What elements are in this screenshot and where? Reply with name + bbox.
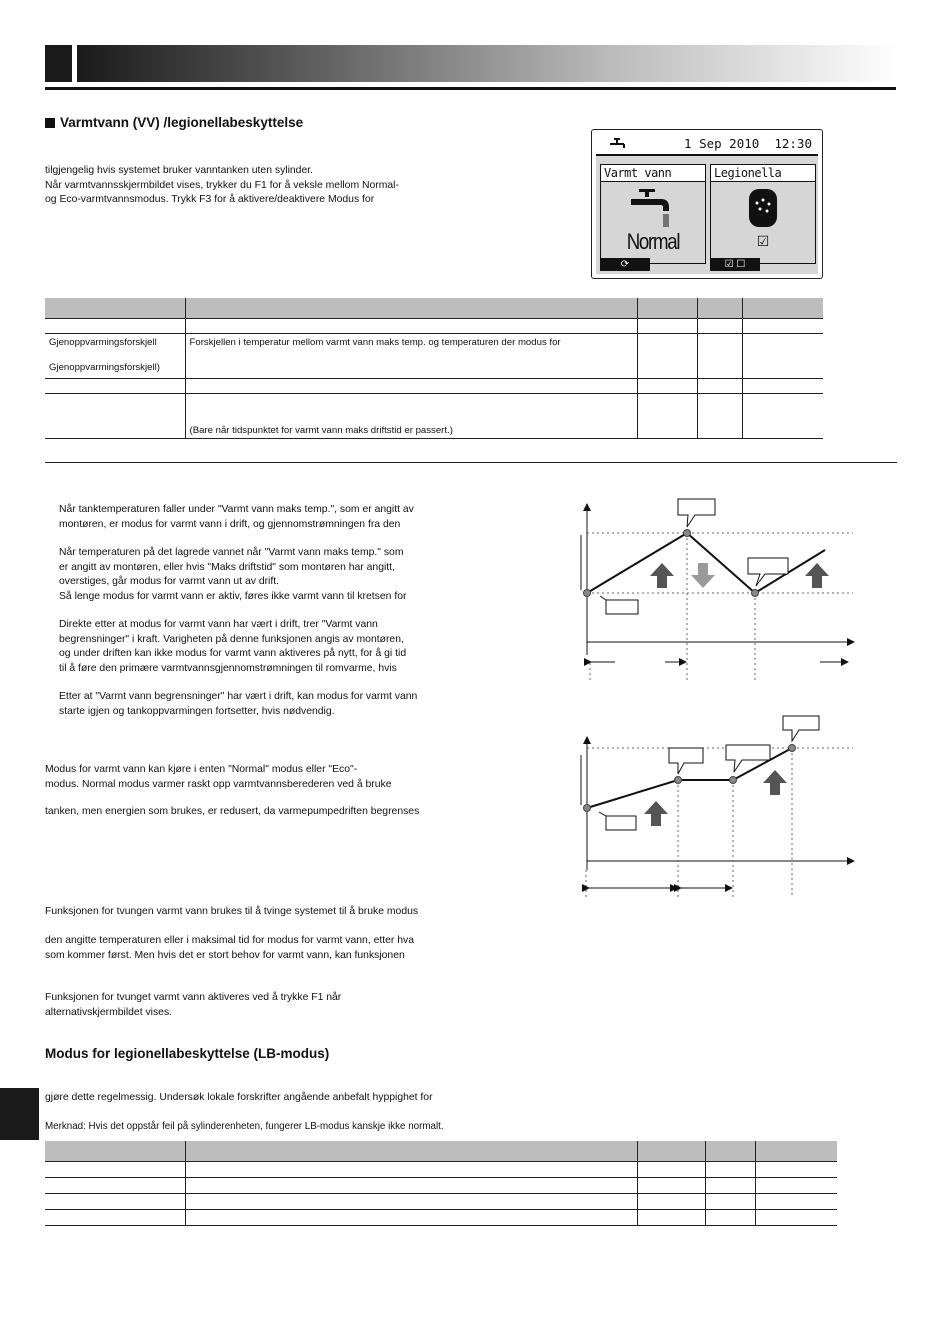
legionella-panel[interactable]: Legionella ☑	[710, 164, 816, 264]
arrow-up-icon	[644, 801, 668, 826]
settings-table-2	[45, 1141, 837, 1226]
paragraph-6: tanken, men energien som brukes, er redusert, da varmepumpedriften begrenses	[45, 806, 420, 817]
table-row	[45, 378, 823, 393]
paragraph-8: den angitte temperaturen eller i maksimal tid for modus for varmt vann, etter hva som kommer først. Men hvis det er stort behov for varmt vann, kan funksjonen	[45, 935, 415, 961]
table-row: Gjenoppvarmingsforskjell Gjenoppvarmingsforskjell) Forskjellen i temperatur mellom varmt vann maks temp. og temperaturen der modus for	[45, 333, 823, 378]
eco-mode-diagram	[570, 710, 860, 905]
table-header-row	[45, 1141, 837, 1161]
arrow-up-icon	[650, 563, 674, 588]
paragraph-3: Direkte etter at modus for varmt vann har vært i drift, trer "Varmt vann begrensninger" i kraft. Varigheten på denne funksjonen angis av montøren, og under driften kan ikke modus for varmt vann aktiveres på nytt, for å gi tid til å føre den primære varmtvannsgjennomstrømningen til romvarme, hvis	[59, 619, 407, 674]
table-row	[45, 1177, 837, 1193]
lb-note: Merknad: Hvis det oppstår feil på sylinderenheten, fungerer LB-modus kanskje ikke normalt.	[45, 1121, 444, 1132]
hot-water-panel[interactable]: Varmt vann Normal	[600, 164, 706, 264]
header-block	[45, 45, 72, 82]
tank-icon	[743, 187, 783, 229]
paragraph-9: Funksjonen for tvunget varmt vann aktiveres ved å trykke F1 når alternativskjermbildet vises.	[45, 992, 342, 1018]
controller-screen	[591, 129, 823, 279]
table-row	[45, 1193, 837, 1209]
paragraph-4: Etter at "Varmt vann begrensninger" har vært i drift, kan modus for varmt vann starte igjen og tankoppvarmingen fortsetter, hvis nødvendig.	[59, 691, 418, 717]
arrow-up-icon	[763, 770, 787, 795]
legionella-check-icon: ☑	[756, 233, 770, 249]
callout-reheat	[748, 558, 788, 586]
header-rule	[45, 87, 896, 90]
paragraph-1: Når tanktemperaturen faller under "Varmt vann maks temp.", som er angitt av montøren, er modus for varmt vann i drift, og gjennomstrømningen fra den	[59, 504, 414, 530]
section-heading: Varmtvann (VV) /legionellabeskyttelse	[45, 115, 303, 130]
faucet-icon	[629, 187, 679, 229]
side-tab	[0, 1088, 39, 1140]
paragraph-2: Når temperaturen på det lagrede vannet når "Varmt vann maks temp." som er angitt av montøren, eller hvis "Maks driftstid" som montøren har angitt, overstiges, går modus for varmt vann ut av drift. Så lenge modus for varmt vann er aktiv, føres ikke varmt vann til kretsen for	[59, 547, 407, 602]
header-gradient-bar	[77, 45, 900, 82]
screen-status-bar: 1 Sep 2010 12:30	[596, 134, 818, 156]
table-row	[45, 318, 823, 333]
table-row	[45, 1161, 837, 1177]
f3-button[interactable]: ☑ ☐	[710, 258, 760, 271]
table-header-row	[45, 298, 823, 318]
settings-table-1	[45, 298, 823, 439]
normal-mode-diagram	[570, 490, 860, 685]
callout-start	[600, 596, 638, 614]
lb-paragraph: gjøre dette regelmessig. Undersøk lokale forskrifter angående anbefalt hyppighet for	[45, 1092, 433, 1103]
f1-button[interactable]: ⟳	[600, 258, 650, 271]
arrow-down-icon	[691, 563, 715, 588]
section-divider	[45, 462, 897, 463]
arrow-up-icon	[805, 563, 829, 588]
intro-paragraph: tilgjengelig hvis systemet bruker vanntanken uten sylinder. Når varmtvannsskjermbildet vises, trykker du F1 for å veksle mellom Normal- og Eco-varmtvannsmodus. Trykk F3 for å aktivere/deaktivere Modus for	[45, 165, 399, 205]
paragraph-7: Funksjonen for tvungen varmt vann brukes til å tvinge systemet til å bruke modus	[45, 906, 419, 917]
lb-heading: Modus for legionellabeskyttelse (LB-modus)	[45, 1046, 330, 1061]
table-row: (Bare når tidspunktet for varmt vann maks driftstid er passert.)	[45, 393, 823, 438]
tap-icon	[608, 136, 630, 153]
heading-square-icon	[45, 118, 55, 128]
paragraph-5: Modus for varmt vann kan kjøre i enten "Normal" modus eller "Eco"- modus. Normal modus varmer raskt opp varmtvannsberederen ved å bruke	[45, 764, 392, 790]
callout-max	[678, 499, 715, 527]
table-row	[45, 1209, 837, 1225]
